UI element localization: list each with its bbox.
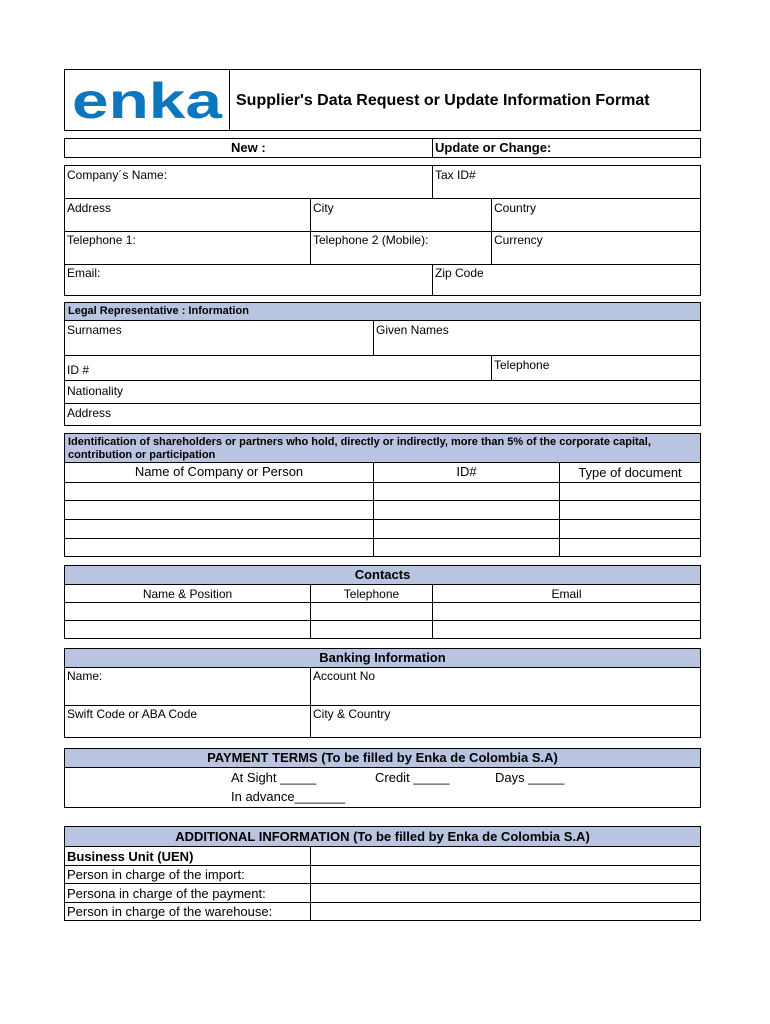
form-title: Supplier's Data Request or Update Information Format bbox=[236, 92, 650, 109]
import-person-label: Person in charge of the import: bbox=[67, 867, 245, 882]
ct-line-1 bbox=[64, 602, 701, 603]
company-line-3 bbox=[64, 264, 701, 265]
company-line-2 bbox=[64, 231, 701, 232]
company-vline-2 bbox=[310, 198, 311, 264]
ct-col-phone: Telephone bbox=[343, 587, 400, 601]
legal-vline-1 bbox=[373, 320, 374, 355]
legal-address-field[interactable]: Address bbox=[67, 406, 112, 420]
surnames-field[interactable]: Surnames bbox=[67, 323, 122, 337]
in-advance-option[interactable]: In advance_______ bbox=[231, 789, 346, 804]
credit-option[interactable]: Credit _____ bbox=[375, 770, 450, 785]
country-field[interactable]: Country bbox=[494, 201, 537, 215]
enka-logo-mark bbox=[70, 75, 226, 125]
telephone1-field[interactable]: Telephone 1: bbox=[67, 233, 136, 247]
sh-col-name: Name of Company or Person bbox=[134, 464, 304, 479]
ct-col-name: Name & Position bbox=[142, 587, 233, 601]
bank-city-country-field[interactable]: City & Country bbox=[313, 707, 391, 721]
new-checkbox-label[interactable]: New : bbox=[231, 140, 266, 155]
warehouse-person-label: Person in charge of the warehouse: bbox=[67, 904, 273, 919]
account-no-field[interactable]: Account No bbox=[313, 669, 376, 683]
banking-heading bbox=[64, 648, 701, 668]
swift-code-field[interactable]: Swift Code or ABA Code bbox=[67, 707, 198, 721]
logo-text: enka bbox=[72, 75, 224, 125]
ct-line-2 bbox=[64, 620, 701, 621]
company-vline-3 bbox=[491, 198, 492, 264]
address-field[interactable]: Address bbox=[67, 201, 112, 215]
tax-id-field[interactable]: Tax ID# bbox=[435, 168, 476, 182]
sh-col-id: ID# bbox=[456, 464, 477, 479]
shareholders-heading-line2: contribution or participation bbox=[68, 449, 216, 461]
header-divider bbox=[229, 69, 230, 131]
telephone2-field[interactable]: Telephone 2 (Mobile): bbox=[313, 233, 429, 247]
bk-vline-1 bbox=[310, 667, 311, 738]
ai-line-1 bbox=[64, 865, 701, 866]
nationality-field[interactable]: Nationality bbox=[67, 384, 124, 398]
legal-id-field[interactable]: ID # bbox=[67, 363, 90, 377]
legal-line-1 bbox=[64, 355, 701, 356]
contacts-heading-text: Contacts bbox=[354, 567, 411, 582]
ai-line-3 bbox=[64, 902, 701, 903]
new-update-row bbox=[64, 138, 701, 158]
company-vline-4 bbox=[432, 264, 433, 296]
legal-rep-heading bbox=[64, 302, 701, 321]
legal-line-3 bbox=[64, 403, 701, 404]
ct-col-email: Email bbox=[551, 587, 582, 601]
at-sight-option[interactable]: At Sight _____ bbox=[231, 770, 317, 785]
ai-line-2 bbox=[64, 883, 701, 884]
contacts-heading bbox=[64, 565, 701, 585]
zip-code-field[interactable]: Zip Code bbox=[435, 266, 484, 280]
payment-person-label: Persona in charge of the payment: bbox=[67, 886, 266, 901]
bank-name-field[interactable]: Name: bbox=[67, 669, 103, 683]
sh-line-3 bbox=[64, 519, 701, 520]
additional-info-heading-text: ADDITIONAL INFORMATION (To be filled by Enka de Colombia S.A) bbox=[175, 829, 590, 844]
email-field[interactable]: Email: bbox=[67, 266, 101, 280]
legal-rep-heading-text: Legal Representative : Information bbox=[68, 305, 249, 317]
sh-col-type: Type of document bbox=[578, 465, 682, 480]
additional-info-heading bbox=[64, 826, 701, 847]
payment-terms-heading-text: PAYMENT TERMS (To be filled by Enka de Colombia S.A) bbox=[207, 750, 558, 765]
days-option[interactable]: Days _____ bbox=[495, 770, 565, 785]
legal-vline-2 bbox=[491, 355, 492, 380]
bk-line-1 bbox=[64, 705, 701, 706]
sh-line-2 bbox=[64, 500, 701, 501]
update-checkbox-label[interactable]: Update or Change: bbox=[435, 140, 552, 155]
ai-vline-1 bbox=[310, 846, 311, 921]
sh-line-4 bbox=[64, 538, 701, 539]
shareholders-heading-line1: Identification of shareholders or partners who hold, directly or indirectly, more than 5% of the corporate capital, bbox=[68, 436, 651, 448]
new-update-divider bbox=[432, 138, 433, 158]
currency-field[interactable]: Currency bbox=[494, 233, 543, 247]
company-line-1 bbox=[64, 198, 701, 199]
legal-telephone-field[interactable]: Telephone bbox=[494, 358, 550, 372]
company-name-field[interactable]: Company´s Name: bbox=[67, 168, 168, 182]
enka-logo bbox=[70, 75, 226, 125]
company-vline-1 bbox=[432, 165, 433, 198]
banking-heading-text: Banking Information bbox=[319, 650, 446, 665]
given-names-field[interactable]: Given Names bbox=[376, 323, 449, 337]
banking-section bbox=[64, 667, 701, 738]
city-field[interactable]: City bbox=[313, 201, 334, 215]
business-unit-label: Business Unit (UEN) bbox=[67, 849, 194, 864]
sh-line-1 bbox=[64, 482, 701, 483]
legal-line-2 bbox=[64, 380, 701, 381]
payment-terms-heading bbox=[64, 748, 701, 768]
shareholders-heading bbox=[64, 433, 701, 463]
